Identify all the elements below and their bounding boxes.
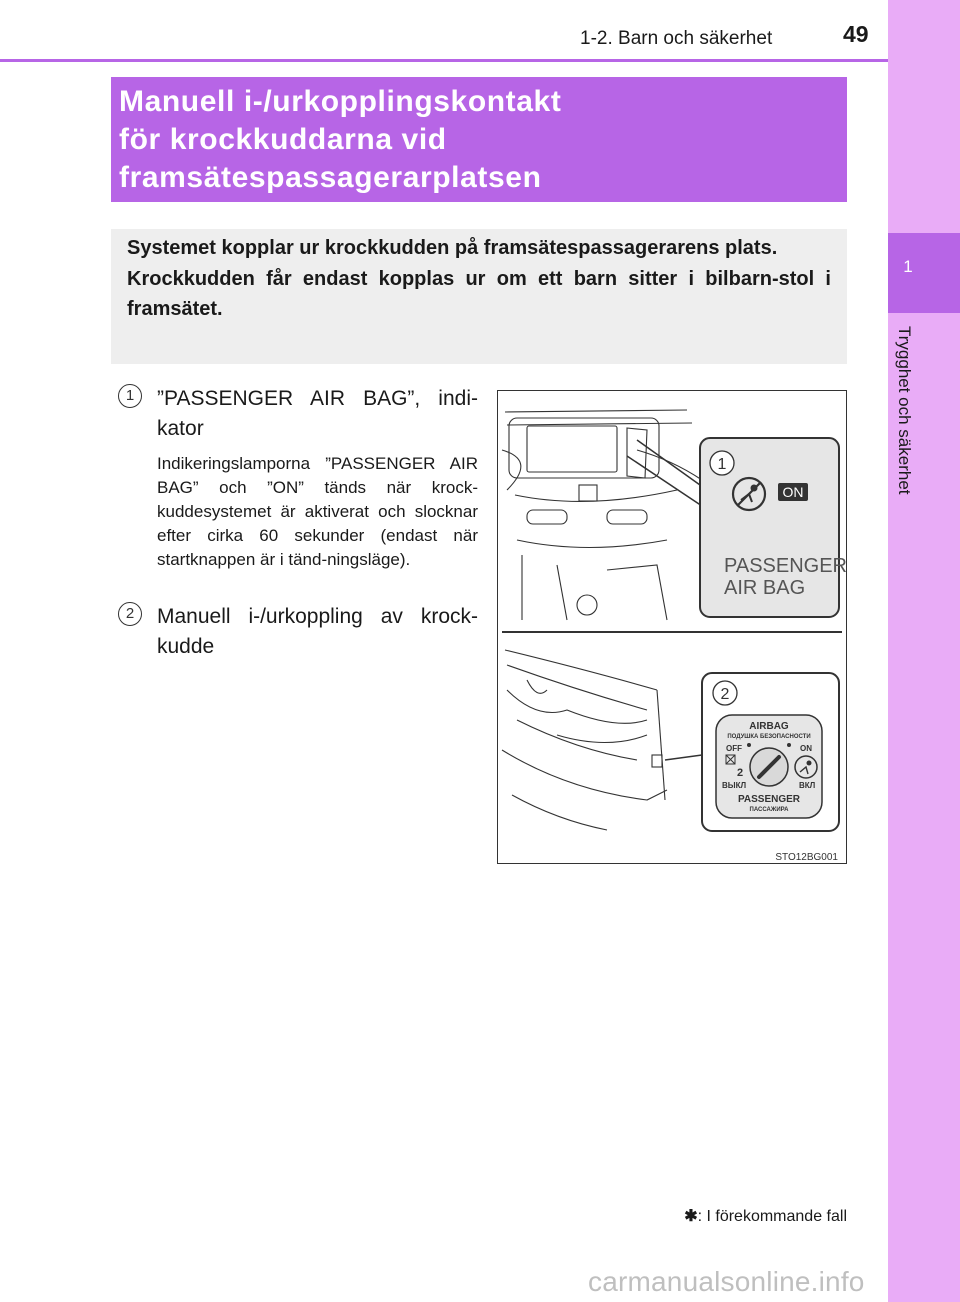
callout-1-marker: 1 bbox=[717, 456, 727, 473]
item-title-1: ”PASSENGER AIR BAG”, indi-kator bbox=[157, 387, 478, 440]
chapter-number: 1 bbox=[903, 257, 913, 276]
callout-2-marker: 2 bbox=[720, 686, 730, 703]
svg-text:ВКЛ: ВКЛ bbox=[799, 781, 816, 790]
svg-text:2: 2 bbox=[737, 767, 744, 779]
svg-text:ПАССАЖИРА: ПАССАЖИРА bbox=[749, 807, 789, 813]
page-title bbox=[111, 77, 847, 202]
title-line-3: framsätespassagerarplatsen bbox=[119, 161, 542, 194]
item-title-2: Manuell i-/urkoppling av krock-kudde bbox=[157, 605, 478, 658]
svg-text:ON: ON bbox=[782, 484, 804, 500]
svg-text:ВЫКЛ: ВЫКЛ bbox=[722, 781, 747, 790]
item-marker-1: 1 bbox=[118, 384, 142, 408]
footnote bbox=[660, 1206, 847, 1226]
footnote-star: ✱ bbox=[684, 1208, 698, 1225]
title-line-1: Manuell i-/urkopplingskontakt bbox=[119, 85, 562, 118]
svg-text:PASSENGER: PASSENGER bbox=[737, 794, 801, 805]
section-heading: 1-2. Barn och säkerhet bbox=[580, 28, 773, 49]
intro-paragraph-2: Krockkudden får endast kopplas ur om ett barn sitter i bilbarn-stol i framsätet. bbox=[127, 267, 831, 320]
header-divider bbox=[0, 59, 888, 62]
intro-paragraph-1: Systemet kopplar ur krockkudden på framsätespassagerarens plats. bbox=[127, 237, 778, 259]
title-line-2: för krockkuddarna vid bbox=[119, 123, 447, 156]
page-number: 49 bbox=[843, 21, 869, 47]
item-description-1: Indikeringslamporna ”PASSENGER AIR BAG” och ”ON” tänds när krock-kuddesystemet är aktiverat och slocknar efter cirka 60 sekunder (endast när startknappen är i tänd-ningsläge). bbox=[157, 454, 478, 569]
svg-text:AIRBAG: AIRBAG bbox=[749, 721, 789, 732]
chapter-title: Trygghet och säkerhet bbox=[895, 326, 914, 495]
airbag-illustration bbox=[497, 390, 847, 864]
svg-text:ПОДУШКА БЕЗОПАСНОСТИ: ПОДУШКА БЕЗОПАСНОСТИ bbox=[727, 734, 811, 740]
watermark[interactable]: carmanualsonline.info bbox=[588, 1266, 865, 1297]
indicator-label-line1: PASSENGER bbox=[724, 555, 847, 577]
footnote-text: : I förekommande fall bbox=[697, 1208, 847, 1225]
indicator-label-line2: AIR BAG bbox=[724, 577, 806, 599]
chapter-side-tab bbox=[888, 0, 960, 1302]
figure-code: STO12BG001 bbox=[775, 852, 838, 863]
intro-box bbox=[111, 229, 847, 364]
item-marker-2: 2 bbox=[118, 602, 142, 626]
svg-text:ON: ON bbox=[800, 744, 812, 753]
svg-text:OFF: OFF bbox=[726, 744, 742, 753]
